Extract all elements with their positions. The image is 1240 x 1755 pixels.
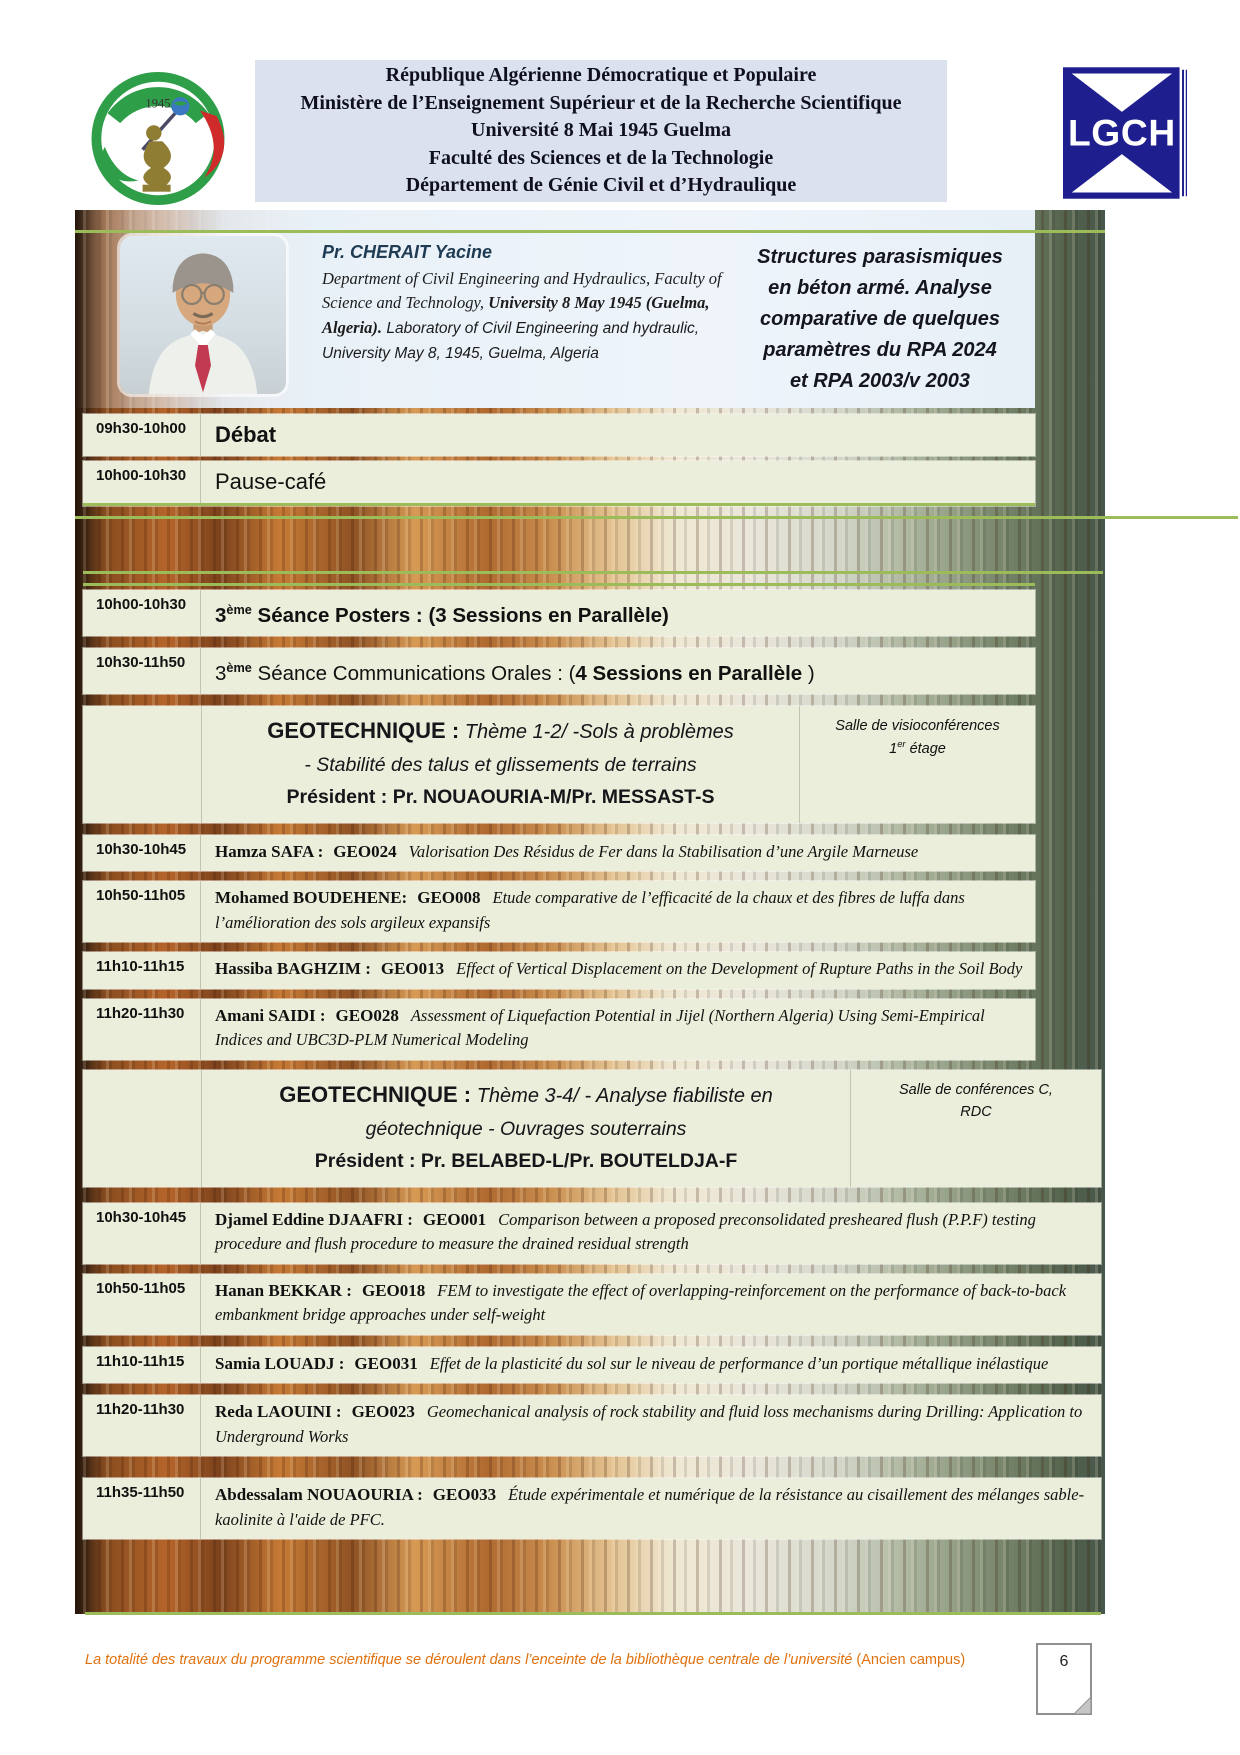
footer-green-rule: [85, 1612, 1101, 1615]
talk-code: GEO008: [417, 888, 481, 908]
talk-row: [83, 952, 1035, 989]
university-logo-icon: [88, 60, 228, 210]
session1-titles: [202, 706, 799, 823]
talk-time: 10h50-11h05: [83, 881, 201, 942]
talk-code: GEO024: [333, 841, 397, 861]
talk-code: GEO031: [354, 1353, 418, 1373]
keynote-title: [713, 242, 1047, 397]
talk-time: 11h20-11h30: [83, 1395, 201, 1456]
speaker-portrait-icon: [120, 236, 286, 394]
talk-content: [201, 1347, 1101, 1384]
talk-title: Geomechanical analysis of rock stability and fluid loss mechanisms during Drilling: Application to Underground Works: [215, 1402, 1083, 1446]
room-name: Salle de visioconférences: [835, 717, 1000, 734]
speaker-laboratory: Laboratory of Civil Engineering and hydraulic, University May 8, 1945, Guelma, Algeria: [322, 319, 700, 362]
header-line-university: Université 8 Mai 1945 Guelma: [471, 119, 731, 142]
logo-year: 1945: [145, 96, 171, 111]
talk-time: 11h10-11h15: [83, 1347, 201, 1384]
orales-text: Séance Communications Orales : (: [251, 661, 576, 685]
session-header-spacer: [83, 1070, 202, 1187]
talk-author: Reda LAOUINI :: [215, 1402, 342, 1422]
talk-content: [201, 1274, 1101, 1335]
speaker-bio: [322, 240, 722, 367]
talk-title: Étude expérimentale et numérique de la résistance au cisaillement des mélanges sable-kaolinite à l'aide de PFC.: [215, 1485, 1085, 1529]
talk-row: [83, 1395, 1101, 1456]
room-name: Salle de conférences C,: [899, 1081, 1053, 1098]
session-president: Président : Pr. NOUAOURIA-M/Pr. MESSAST-S: [286, 785, 715, 808]
session1-room: [799, 706, 1035, 823]
keynote-title-line: comparative de quelques: [759, 308, 1001, 330]
schedule-row-orales: [83, 648, 1035, 694]
talk-row: [83, 1203, 1101, 1264]
floor-label: étage: [905, 740, 946, 757]
keynote-title-line: en béton armé. Analyse: [768, 277, 992, 299]
session-discipline: GEOTECHNIQUE :: [267, 717, 460, 743]
talk-author: Hamza SAFA :: [215, 841, 324, 861]
talk-row: [83, 835, 1035, 872]
room-floor: RDC: [960, 1104, 992, 1121]
row-label: [201, 590, 1035, 636]
time-slot: 09h30-10h00: [83, 414, 201, 456]
header-line-ministry: Ministère de l’Enseignement Supérieur et de la Recherche Scientifique: [300, 91, 902, 114]
header-line-faculty: Faculté des Sciences et de la Technologie: [428, 146, 774, 169]
green-divider: [83, 571, 1103, 574]
talk-code: GEO013: [380, 959, 445, 979]
lgch-logo: [1063, 66, 1187, 200]
talk-content: [201, 952, 1035, 989]
time-slot: 10h30-11h50: [83, 648, 201, 694]
session-theme: Thème 3-4/ - Analyse fiabiliste en: [471, 1084, 773, 1107]
talk-title: Etude comparative de l’efficacité de la chaux et des fibres de luffa dans l’amélioration des sols argileux expansifs: [215, 888, 965, 932]
keynote-speaker-block: [75, 210, 1035, 408]
header-line-republic: République Algérienne Démocratique et Populaire: [385, 64, 817, 87]
page-corner-fold-icon: [1074, 1697, 1091, 1714]
footer-note: [85, 1652, 965, 1668]
talk-author: Hassiba BAGHZIM :: [215, 959, 371, 979]
talk-time: 11h10-11h15: [83, 952, 201, 989]
talk-row: [83, 999, 1035, 1060]
row-label: Débat: [215, 422, 277, 447]
posters-text: Séance Posters : (3 Sessions en Parallèle): [251, 603, 669, 627]
talk-content: [201, 835, 1035, 872]
talk-author: Hanan BEKKAR :: [215, 1280, 352, 1300]
session2-room: [850, 1070, 1101, 1187]
ordinal-suffix: ème: [226, 602, 252, 617]
lgch-label: LGCH: [1067, 111, 1176, 154]
row-label: [201, 648, 1035, 694]
talk-title: Comparison between a proposed preconsolidated presheared flush (P.P.F) testing procedure and flush procedure to measure the drained residual strength: [215, 1209, 1036, 1254]
talk-time: 10h50-11h05: [83, 1274, 201, 1335]
talk-content: [201, 1395, 1101, 1456]
talk-author: Amani SAIDI :: [215, 1005, 326, 1025]
time-slot: 10h00-10h30: [83, 590, 201, 636]
session-header-spacer: [83, 706, 202, 823]
session-theme: Thème 1-2/ -Sols à problèmes: [459, 720, 734, 743]
speaker-affiliation: Department of Civil Engineering and Hydraulics, Faculty of Science and Technology,: [322, 268, 722, 312]
talk-title: Effect of Vertical Displacement on the Development of Rupture Paths in the Soil Body: [456, 959, 1023, 979]
talk-content: [201, 1203, 1101, 1264]
talk-row: [83, 1274, 1101, 1335]
talk-code: GEO028: [335, 1005, 399, 1025]
footer-note-campus: (Ancien campus): [852, 1652, 966, 1668]
green-divider: [83, 583, 1035, 586]
session-number: 3: [215, 603, 227, 627]
university-logo: [88, 60, 228, 210]
footer-note-italic: La totalité des travaux du programme scientifique se déroulent dans l’enceinte de la bibliothèque centrale de l’université: [85, 1652, 853, 1668]
speaker-photo: [120, 236, 286, 394]
schedule-row-debat: [83, 414, 1035, 456]
session2-header: [83, 1070, 1101, 1187]
talk-time: 11h20-11h30: [83, 999, 201, 1060]
floor-number: 1: [889, 740, 898, 757]
row-label: Pause-café: [215, 469, 327, 494]
session-president: Président : Pr. BELABED-L/Pr. BOUTELDJA-F: [314, 1149, 738, 1172]
talk-row: [83, 1478, 1101, 1539]
talk-author: Djamel Eddine DJAAFRI :: [215, 1209, 413, 1229]
header-line-department: Département de Génie Civil et d’Hydraulique: [405, 174, 797, 197]
lgch-logo-icon: [1063, 66, 1187, 200]
talk-time: 10h30-10h45: [83, 1203, 201, 1264]
talk-title: FEM to investigate the effect of overlapping-reinforcement on the performance of back-to-back embankment bridge approaches under self-weight: [215, 1280, 1067, 1325]
talk-time: 10h30-10h45: [83, 835, 201, 872]
talk-author: Samia LOUADJ :: [215, 1353, 345, 1373]
talk-row: [83, 881, 1035, 942]
content-band: [75, 210, 1105, 1614]
talk-title: Valorisation Des Résidus de Fer dans la Stabilisation d’une Argile Marneuse: [408, 841, 919, 861]
session1-header: [83, 706, 1035, 823]
page-number-box: [1036, 1643, 1092, 1715]
talk-content: [201, 1478, 1101, 1539]
keynote-title-line: et RPA 2003/v 2003: [789, 370, 971, 392]
talk-code: GEO018: [361, 1280, 426, 1300]
session-theme-line2: - Stabilité des talus et glissements de terrains: [304, 753, 697, 776]
talk-author: Abdessalam NOUAOURIA :: [215, 1485, 423, 1505]
session-discipline: GEOTECHNIQUE :: [279, 1081, 472, 1107]
page-number: 6: [1059, 1653, 1069, 1670]
room-floor: [800, 737, 1035, 760]
talk-code: GEO033: [432, 1485, 497, 1505]
talk-title: Effet de la plasticité du sol sur le niveau de performance d’un portique métallique inélastique: [429, 1353, 1049, 1373]
talk-code: GEO023: [351, 1402, 415, 1422]
session-number: 3: [215, 661, 227, 685]
speaker-name: Pr. CHERAIT Yacine: [322, 242, 493, 262]
talk-row: [83, 1347, 1101, 1384]
ordinal-suffix: ème: [226, 659, 252, 675]
session2-titles: [202, 1070, 850, 1187]
ministry-header: [255, 60, 947, 202]
time-slot: 10h00-10h30: [83, 461, 201, 503]
keynote-title-line: paramètres du RPA 2024: [763, 339, 997, 361]
orales-close-paren: ): [802, 661, 815, 685]
orales-parallel-count: 4 Sessions en Parallèle: [575, 661, 803, 685]
talk-title: Assessment of Liquefaction Potential in Jijel (Northern Algeria) Using Semi-Empirical Indices and UBC3D-PLM Numerical Modeling: [215, 1005, 985, 1050]
talk-code: GEO001: [422, 1209, 487, 1229]
green-divider-long: [75, 516, 1238, 519]
session-theme-line2: géotechnique - Ouvrages souterrains: [365, 1117, 687, 1140]
keynote-title-line: Structures parasismiques: [757, 246, 1003, 268]
talk-content: [201, 999, 1035, 1060]
talk-author: Mohamed BOUDEHENE:: [215, 888, 408, 908]
talk-time: 11h35-11h50: [83, 1478, 201, 1539]
schedule-row-posters: [83, 590, 1035, 636]
talk-content: [201, 881, 1035, 942]
floor-ordinal: er: [897, 738, 906, 750]
speaker-university: University 8 May 1945 (Guelma, Algeria).: [322, 293, 710, 337]
schedule-row-pause: [83, 461, 1035, 506]
